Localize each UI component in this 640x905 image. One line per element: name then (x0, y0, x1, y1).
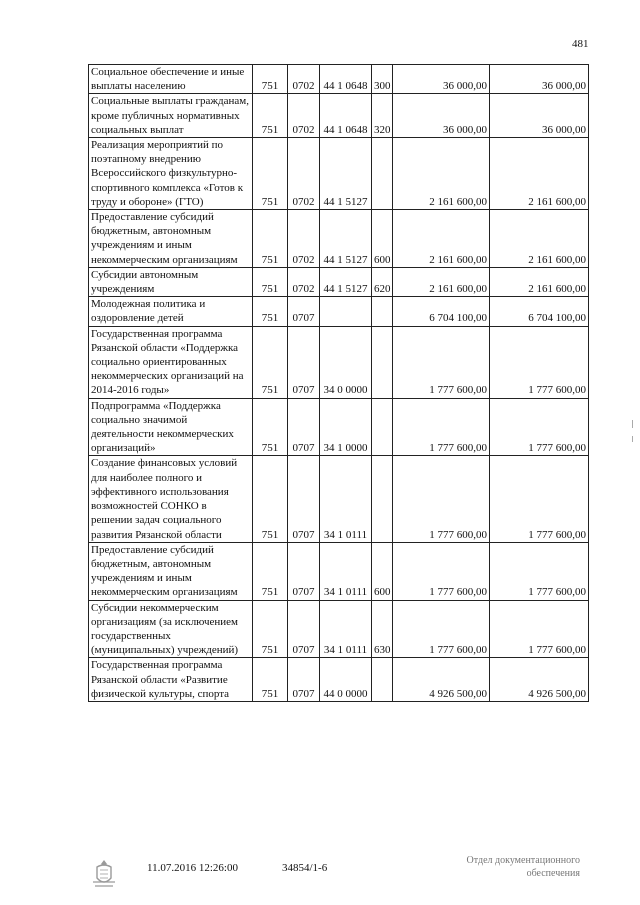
row-sum1-cell: 36 000,00 (393, 94, 490, 138)
row-csr-cell (320, 297, 372, 326)
page-number: 481 (572, 38, 589, 50)
table-row (89, 658, 589, 702)
row-csr-cell: 44 1 5127 (320, 138, 372, 210)
row-name-cell: Социальные выплаты гражданам, кроме публичных нормативных социальных выплат (89, 94, 253, 138)
row-csr-cell: 44 1 0648 (320, 94, 372, 138)
margin-mark (632, 436, 633, 442)
row-name-cell: Реализация мероприятий по поэтапному внедрению Всероссийского физкультурно-спортивного комплекса «Готов к труду и обороне» (ГТО) (89, 138, 253, 210)
row-vr-cell: 600 (372, 210, 393, 268)
row-rz-cell: 0707 (288, 326, 320, 398)
row-vr-cell: 320 (372, 94, 393, 138)
row-ved-cell: 751 (253, 94, 288, 138)
row-sum1-cell: 36 000,00 (393, 65, 490, 94)
row-ved-cell: 751 (253, 65, 288, 94)
row-csr-cell: 34 1 0000 (320, 398, 372, 456)
row-rz-cell: 0707 (288, 398, 320, 456)
margin-mark (632, 420, 633, 428)
row-rz-cell: 0702 (288, 210, 320, 268)
row-vr-cell (372, 398, 393, 456)
table-row (89, 138, 589, 210)
row-rz-cell: 0707 (288, 658, 320, 702)
row-rz-cell: 0707 (288, 542, 320, 600)
row-sum2-cell: 36 000,00 (490, 65, 589, 94)
table-row (89, 398, 589, 456)
row-name-cell: Подпрограмма «Поддержка социально значимой деятельности некоммерческих организаций» (89, 398, 253, 456)
row-ved-cell: 751 (253, 658, 288, 702)
row-sum1-cell: 1 777 600,00 (393, 600, 490, 658)
footer-stamp-line1: Отдел документационного (466, 855, 580, 866)
row-name-cell: Субсидии автономным учреждениям (89, 267, 253, 296)
row-name-cell: Государственная программа Рязанской области «Поддержка социально ориентированных некоммерческих организаций на 2014-2016 годы» (89, 326, 253, 398)
table-row (89, 456, 589, 542)
row-ved-cell: 751 (253, 542, 288, 600)
row-sum1-cell: 1 777 600,00 (393, 326, 490, 398)
row-vr-cell: 300 (372, 65, 393, 94)
row-rz-cell: 0707 (288, 297, 320, 326)
row-ved-cell: 751 (253, 600, 288, 658)
row-vr-cell: 600 (372, 542, 393, 600)
footer-stamp (440, 854, 580, 880)
row-sum2-cell: 1 777 600,00 (490, 456, 589, 542)
row-sum2-cell: 1 777 600,00 (490, 542, 589, 600)
emblem-icon (89, 858, 119, 890)
row-ved-cell: 751 (253, 297, 288, 326)
budget-table (88, 64, 589, 702)
table-row (89, 65, 589, 94)
row-csr-cell: 44 1 0648 (320, 65, 372, 94)
row-name-cell: Предоставление субсидий бюджетным, автономным учреждениям и иным некоммерческим организациям (89, 210, 253, 268)
row-rz-cell: 0707 (288, 456, 320, 542)
row-sum2-cell: 36 000,00 (490, 94, 589, 138)
row-ved-cell: 751 (253, 326, 288, 398)
table-row (89, 326, 589, 398)
row-name-cell: Государственная программа Рязанской области «Развитие физической культуры, спорта (89, 658, 253, 702)
row-sum2-cell: 2 161 600,00 (490, 210, 589, 268)
row-rz-cell: 0702 (288, 65, 320, 94)
row-csr-cell: 34 1 0111 (320, 600, 372, 658)
row-vr-cell: 620 (372, 267, 393, 296)
footer-doc-number: 34854/1-6 (282, 862, 328, 874)
row-sum1-cell: 6 704 100,00 (393, 297, 490, 326)
row-vr-cell (372, 456, 393, 542)
row-vr-cell (372, 138, 393, 210)
row-csr-cell: 34 1 0111 (320, 456, 372, 542)
row-rz-cell: 0707 (288, 600, 320, 658)
row-vr-cell (372, 326, 393, 398)
table-row (89, 542, 589, 600)
row-ved-cell: 751 (253, 267, 288, 296)
table-row (89, 267, 589, 296)
row-csr-cell: 34 1 0111 (320, 542, 372, 600)
row-rz-cell: 0702 (288, 267, 320, 296)
table-row (89, 297, 589, 326)
row-name-cell: Молодежная политика и оздоровление детей (89, 297, 253, 326)
row-rz-cell: 0702 (288, 138, 320, 210)
row-ved-cell: 751 (253, 138, 288, 210)
footer-datetime: 11.07.2016 12:26:00 (147, 862, 238, 874)
row-sum1-cell: 1 777 600,00 (393, 542, 490, 600)
row-sum2-cell: 6 704 100,00 (490, 297, 589, 326)
row-ved-cell: 751 (253, 398, 288, 456)
row-name-cell: Социальное обеспечение и иные выплаты населению (89, 65, 253, 94)
row-vr-cell: 630 (372, 600, 393, 658)
row-ved-cell: 751 (253, 456, 288, 542)
row-sum2-cell: 2 161 600,00 (490, 267, 589, 296)
table-row (89, 210, 589, 268)
row-csr-cell: 44 1 5127 (320, 267, 372, 296)
row-sum1-cell: 1 777 600,00 (393, 456, 490, 542)
row-csr-cell: 44 0 0000 (320, 658, 372, 702)
row-sum1-cell: 2 161 600,00 (393, 210, 490, 268)
row-sum2-cell: 2 161 600,00 (490, 138, 589, 210)
row-name-cell: Субсидии некоммерческим организациям (за исключением государственных (муниципальных) учреждений) (89, 600, 253, 658)
footer-stamp-line2: обеспечения (526, 868, 580, 879)
row-vr-cell (372, 658, 393, 702)
row-sum1-cell: 1 777 600,00 (393, 398, 490, 456)
row-ved-cell: 751 (253, 210, 288, 268)
row-vr-cell (372, 297, 393, 326)
row-sum2-cell: 4 926 500,00 (490, 658, 589, 702)
row-sum2-cell: 1 777 600,00 (490, 600, 589, 658)
row-rz-cell: 0702 (288, 94, 320, 138)
row-sum1-cell: 2 161 600,00 (393, 267, 490, 296)
row-name-cell: Предоставление субсидий бюджетным, автономным учреждениям и иным некоммерческим организациям (89, 542, 253, 600)
row-csr-cell: 44 1 5127 (320, 210, 372, 268)
row-sum1-cell: 2 161 600,00 (393, 138, 490, 210)
table-row (89, 600, 589, 658)
row-sum2-cell: 1 777 600,00 (490, 398, 589, 456)
row-sum2-cell: 1 777 600,00 (490, 326, 589, 398)
row-csr-cell: 34 0 0000 (320, 326, 372, 398)
row-name-cell: Создание финансовых условий для наиболее полного и эффективного использования возможностей СОНКО в решении задач социального развития Рязанской области (89, 456, 253, 542)
row-sum1-cell: 4 926 500,00 (393, 658, 490, 702)
table-row (89, 94, 589, 138)
